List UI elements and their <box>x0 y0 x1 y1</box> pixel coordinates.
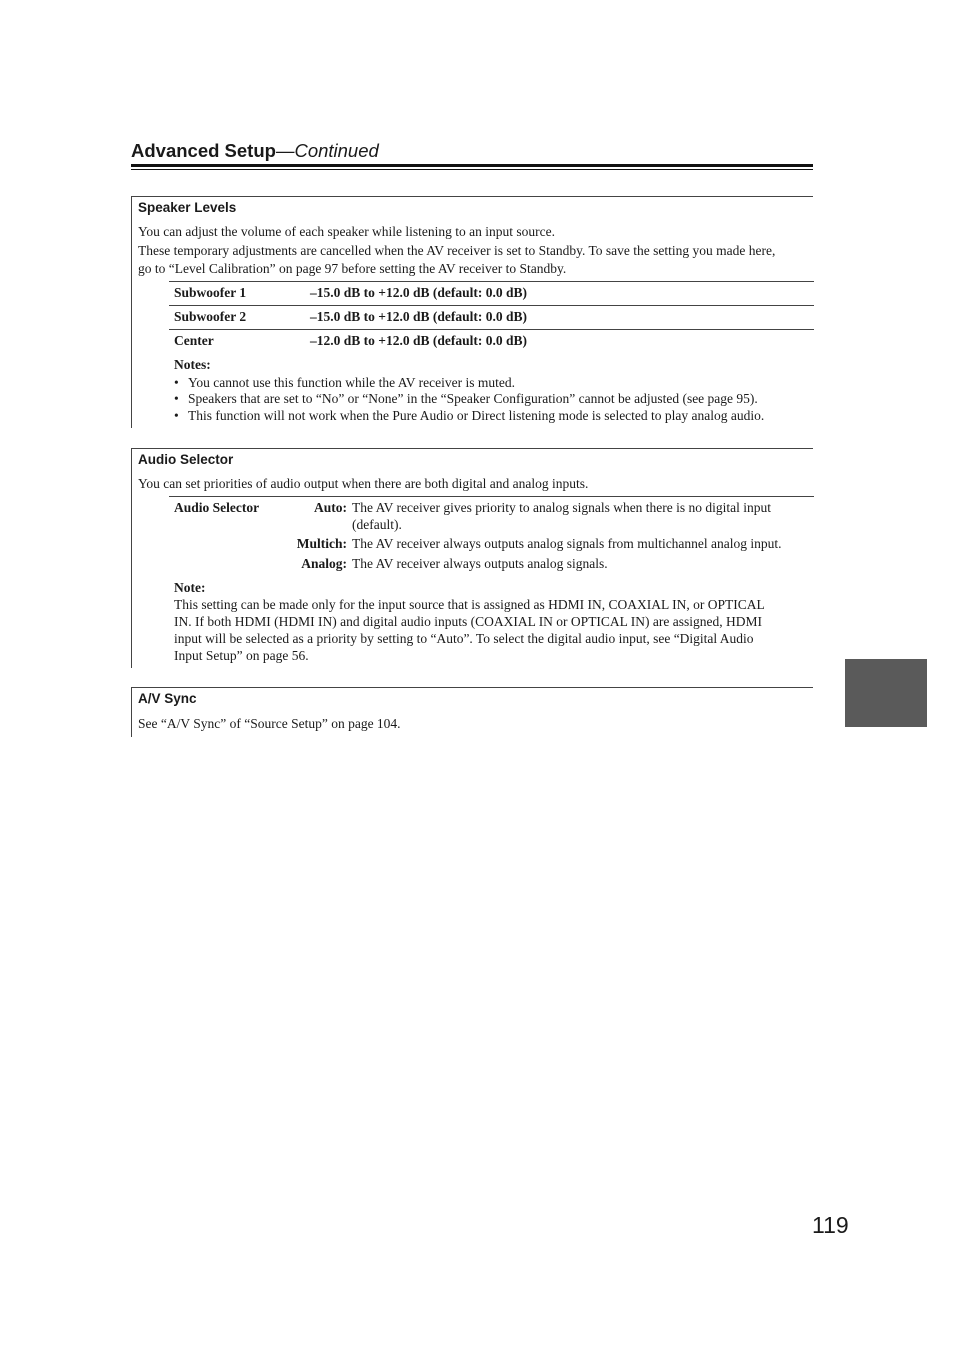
audio-selector-section <box>131 448 813 668</box>
page-header <box>131 139 813 163</box>
page-number: 119 <box>812 1212 849 1238</box>
option-desc-auto: The AV receiver gives priority to analog signals when there is no digital input <box>352 500 772 515</box>
table-rule <box>169 281 814 282</box>
note-item: This function will not work when the Pure Audio or Direct listening mode is selected to play analog audio. <box>188 408 765 423</box>
audio-selector-label: Audio Selector <box>174 500 260 515</box>
note-line: IN. If both HDMI (HDMI IN) and digital audio inputs (COAXIAL IN or OPTICAL IN) are assigned, HDMI <box>174 614 763 629</box>
option-key-analog: Analog: <box>301 556 347 571</box>
option-desc-auto-2: (default). <box>352 517 402 532</box>
table-rule <box>169 305 814 306</box>
row-label-subwoofer-1: Subwoofer 1 <box>174 285 247 300</box>
table-rule <box>169 329 814 330</box>
note-bullet: • <box>174 408 179 423</box>
row-range-center: –12.0 dB to +12.0 dB (default: 0.0 dB) <box>310 333 527 348</box>
option-desc-multich: The AV receiver always outputs analog signals from multichannel analog input. <box>352 536 782 551</box>
header-rule-thick <box>131 164 813 167</box>
av-sync-text: See “A/V Sync” of “Source Setup” on page 104. <box>138 716 401 731</box>
speaker-levels-intro-2: These temporary adjustments are cancelled when the AV receiver is set to Standby. To save the setting you made here, <box>138 243 776 258</box>
note-bullet: • <box>174 375 179 390</box>
row-range-subwoofer-2: –15.0 dB to +12.0 dB (default: 0.0 dB) <box>310 309 527 324</box>
note-item: Speakers that are set to “No” or “None” in the “Speaker Configuration” cannot be adjusted (see page 95). <box>188 391 758 406</box>
row-range-subwoofer-1: –15.0 dB to +12.0 dB (default: 0.0 dB) <box>310 285 527 300</box>
note-heading: Note: <box>174 580 206 595</box>
row-label-subwoofer-2: Subwoofer 2 <box>174 309 247 324</box>
speaker-levels-section <box>131 196 813 428</box>
note-item: You cannot use this function while the AV receiver is muted. <box>188 375 515 390</box>
header-rule-thin <box>131 169 813 170</box>
page-title-continued: —Continued <box>275 140 379 161</box>
page-title-main: Advanced Setup <box>131 140 276 161</box>
option-key-multich: Multich: <box>296 536 347 551</box>
option-desc-analog: The AV receiver always outputs analog signals. <box>352 556 608 571</box>
av-sync-title: A/V Sync <box>138 691 197 706</box>
notes-heading: Notes: <box>174 357 211 372</box>
note-line: input will be selected as a priority by setting to “Auto”. To select the digital audio input, see “Digital Audio <box>174 631 754 646</box>
row-label-center: Center <box>174 333 214 348</box>
speaker-levels-intro-1: You can adjust the volume of each speaker while listening to an input source. <box>138 224 556 239</box>
audio-selector-intro: You can set priorities of audio output when there are both digital and analog inputs. <box>138 476 589 491</box>
note-bullet: • <box>174 391 179 406</box>
page-title <box>131 139 813 163</box>
note-line: Input Setup” on page 56. <box>174 648 309 663</box>
option-key-auto: Auto: <box>314 500 347 515</box>
section-tab-marker <box>845 659 927 727</box>
speaker-levels-title: Speaker Levels <box>138 200 237 215</box>
audio-selector-title: Audio Selector <box>138 452 234 467</box>
av-sync-section <box>131 687 813 737</box>
note-line: This setting can be made only for the input source that is assigned as HDMI IN, COAXIAL IN, or OPTICAL <box>174 597 765 612</box>
table-rule <box>169 496 814 497</box>
speaker-levels-intro-3: go to “Level Calibration” on page 97 before setting the AV receiver to Standby. <box>138 261 567 276</box>
